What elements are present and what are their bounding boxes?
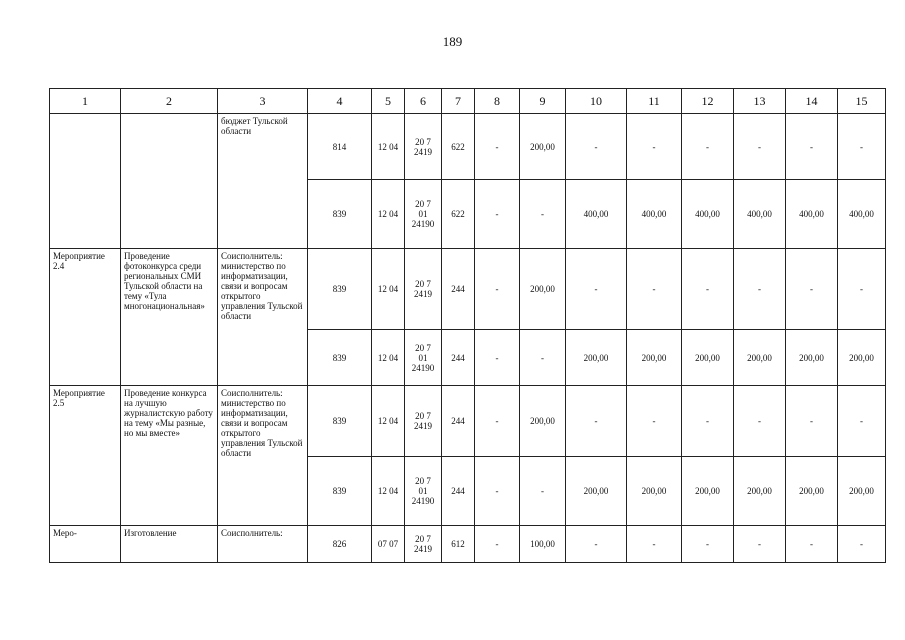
value-cell: 200,00 (520, 114, 566, 180)
value-cell: 200,00 (566, 457, 627, 526)
value-cell: - (786, 386, 838, 457)
column-header: 14 (786, 89, 838, 114)
value-cell: - (520, 330, 566, 386)
table-row (50, 249, 886, 330)
code-cell: 20 7 01 24190 (405, 330, 442, 386)
code-cell: 612 (442, 526, 475, 563)
table-row (50, 386, 886, 457)
code-cell: 20 7 2419 (405, 526, 442, 563)
executor-cell: Соисполнитель: министерство по информатизации, связи и вопросам открытого управления Тульской области (218, 249, 308, 386)
value-cell: 400,00 (734, 180, 786, 249)
column-header: 12 (682, 89, 734, 114)
code-cell: 07 07 (372, 526, 405, 563)
value-cell: 400,00 (682, 180, 734, 249)
column-header: 9 (520, 89, 566, 114)
value-cell: - (475, 330, 520, 386)
value-cell: - (838, 114, 886, 180)
value-cell: - (475, 114, 520, 180)
measure-cell: Меро- (50, 526, 121, 563)
code-cell: 244 (442, 386, 475, 457)
value-cell: - (566, 386, 627, 457)
executor-cell: Соисполнитель: (218, 526, 308, 563)
value-cell: 200,00 (734, 330, 786, 386)
code-cell: 622 (442, 114, 475, 180)
value-cell: - (520, 180, 566, 249)
value-cell: 100,00 (520, 526, 566, 563)
value-cell: 400,00 (566, 180, 627, 249)
value-cell: - (682, 386, 734, 457)
column-header: 11 (627, 89, 682, 114)
value-cell: 200,00 (566, 330, 627, 386)
code-cell: 244 (442, 330, 475, 386)
measure-cell: Мероприятие 2.5 (50, 386, 121, 526)
code-cell: 839 (308, 386, 372, 457)
measure-cell (50, 114, 121, 249)
value-cell: 200,00 (838, 457, 886, 526)
value-cell: - (627, 249, 682, 330)
code-cell: 20 7 2419 (405, 249, 442, 330)
value-cell: - (838, 386, 886, 457)
code-cell: 12 04 (372, 249, 405, 330)
column-header: 4 (308, 89, 372, 114)
value-cell: - (627, 526, 682, 563)
executor-cell: бюджет Тульской области (218, 114, 308, 249)
value-cell: 200,00 (786, 457, 838, 526)
column-header: 15 (838, 89, 886, 114)
value-cell: - (734, 249, 786, 330)
column-header: 3 (218, 89, 308, 114)
code-cell: 12 04 (372, 386, 405, 457)
page-number: 189 (442, 34, 463, 49)
column-header: 1 (50, 89, 121, 114)
code-cell: 839 (308, 249, 372, 330)
code-cell: 20 7 2419 (405, 114, 442, 180)
table-row (50, 114, 886, 180)
code-cell: 20 7 01 24190 (405, 180, 442, 249)
value-cell: - (520, 457, 566, 526)
value-cell: 200,00 (838, 330, 886, 386)
code-cell: 839 (308, 180, 372, 249)
value-cell: 200,00 (627, 457, 682, 526)
code-cell: 839 (308, 457, 372, 526)
column-header: 7 (442, 89, 475, 114)
value-cell: - (786, 526, 838, 563)
description-cell: Проведение фотоконкурса среди региональных СМИ Тульской области на тему «Тула многонациональная» (121, 249, 218, 386)
column-header: 5 (372, 89, 405, 114)
value-cell: - (566, 249, 627, 330)
code-cell: 12 04 (372, 114, 405, 180)
table-header-row (50, 89, 886, 114)
value-cell: - (838, 249, 886, 330)
value-cell: 200,00 (682, 330, 734, 386)
value-cell: - (475, 526, 520, 563)
column-header: 8 (475, 89, 520, 114)
code-cell: 814 (308, 114, 372, 180)
value-cell: - (566, 526, 627, 563)
column-header: 10 (566, 89, 627, 114)
code-cell: 244 (442, 457, 475, 526)
value-cell: - (475, 457, 520, 526)
value-cell: 200,00 (520, 249, 566, 330)
table-row (50, 526, 886, 563)
value-cell: - (734, 114, 786, 180)
value-cell: - (734, 526, 786, 563)
value-cell: - (566, 114, 627, 180)
value-cell: - (838, 526, 886, 563)
value-cell: 200,00 (520, 386, 566, 457)
value-cell: 200,00 (682, 457, 734, 526)
code-cell: 244 (442, 249, 475, 330)
column-header: 6 (405, 89, 442, 114)
value-cell: - (627, 114, 682, 180)
code-cell: 20 7 2419 (405, 386, 442, 457)
value-cell: - (786, 114, 838, 180)
value-cell: - (682, 249, 734, 330)
value-cell: 400,00 (838, 180, 886, 249)
code-cell: 12 04 (372, 180, 405, 249)
value-cell: 200,00 (627, 330, 682, 386)
executor-cell: Соисполнитель: министерство по информатизации, связи и вопросам открытого управления Тульской области (218, 386, 308, 526)
budget-table (49, 88, 886, 563)
code-cell: 20 7 01 24190 (405, 457, 442, 526)
value-cell: 400,00 (786, 180, 838, 249)
value-cell: - (475, 249, 520, 330)
code-cell: 839 (308, 330, 372, 386)
value-cell: - (682, 114, 734, 180)
value-cell: 200,00 (734, 457, 786, 526)
description-cell: Изготовление (121, 526, 218, 563)
value-cell: - (475, 386, 520, 457)
code-cell: 622 (442, 180, 475, 249)
code-cell: 826 (308, 526, 372, 563)
value-cell: - (475, 180, 520, 249)
value-cell: - (734, 386, 786, 457)
value-cell: - (627, 386, 682, 457)
value-cell: - (682, 526, 734, 563)
code-cell: 12 04 (372, 330, 405, 386)
measure-cell: Мероприятие 2.4 (50, 249, 121, 386)
column-header: 13 (734, 89, 786, 114)
description-cell (121, 114, 218, 249)
value-cell: 400,00 (627, 180, 682, 249)
description-cell: Проведение конкурса на лучшую журналистскую работу на тему «Мы разные, но мы вместе» (121, 386, 218, 526)
code-cell: 12 04 (372, 457, 405, 526)
value-cell: 200,00 (786, 330, 838, 386)
column-header: 2 (121, 89, 218, 114)
value-cell: - (786, 249, 838, 330)
